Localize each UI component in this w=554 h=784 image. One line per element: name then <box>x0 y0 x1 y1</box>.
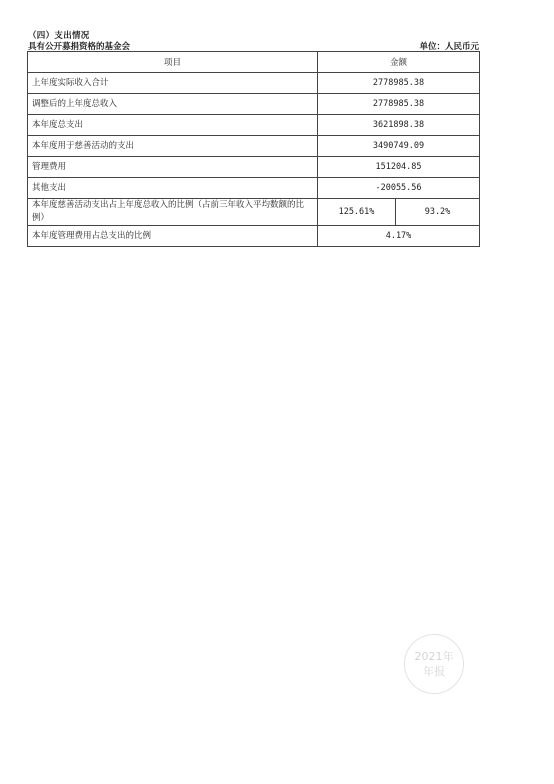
annual-report-watermark <box>404 634 464 694</box>
header-amount: 金额 <box>318 52 480 73</box>
table-row <box>28 136 480 157</box>
watermark-year: 2021年 <box>414 650 454 663</box>
table-row <box>28 226 480 247</box>
row-label: 调整后的上年度总收入 <box>28 94 318 115</box>
row-value: 3490749.09 <box>318 136 480 157</box>
ratio-value-three-year-avg: 93.2% <box>396 199 480 226</box>
table-row <box>28 178 480 199</box>
table-row <box>28 115 480 136</box>
row-label: 本年度总支出 <box>28 115 318 136</box>
currency-unit-label: 单位：人民币元 <box>419 42 479 52</box>
table-header-row <box>28 52 480 73</box>
row-label: 上年度实际收入合计 <box>28 73 318 94</box>
ratio-label: 本年度慈善活动支出占上年度总收入的比例（占前三年收入平均数额的比例） <box>28 199 318 226</box>
header-item: 项目 <box>28 52 318 73</box>
row-value: 2778985.38 <box>318 94 480 115</box>
table-row <box>28 73 480 94</box>
expense-table <box>27 51 480 247</box>
table-row <box>28 157 480 178</box>
ratio-value-prior-year: 125.61% <box>318 199 396 226</box>
row-value: 151204.85 <box>318 157 480 178</box>
foundation-type-label: 具有公开募捐资格的基金会 <box>28 42 131 52</box>
row-value: 2778985.38 <box>318 73 480 94</box>
table-row <box>28 94 480 115</box>
row-label: 本年度用于慈善活动的支出 <box>28 136 318 157</box>
row-label: 本年度管理费用占总支出的比例 <box>28 226 318 247</box>
row-value: 3621898.38 <box>318 115 480 136</box>
watermark-label: 年报 <box>423 665 445 678</box>
row-value: -20055.56 <box>318 178 480 199</box>
row-label: 管理费用 <box>28 157 318 178</box>
section-title: （四）支出情况 <box>28 31 90 41</box>
table-row-ratio <box>28 199 480 226</box>
row-label: 其他支出 <box>28 178 318 199</box>
row-value: 4.17% <box>318 226 480 247</box>
